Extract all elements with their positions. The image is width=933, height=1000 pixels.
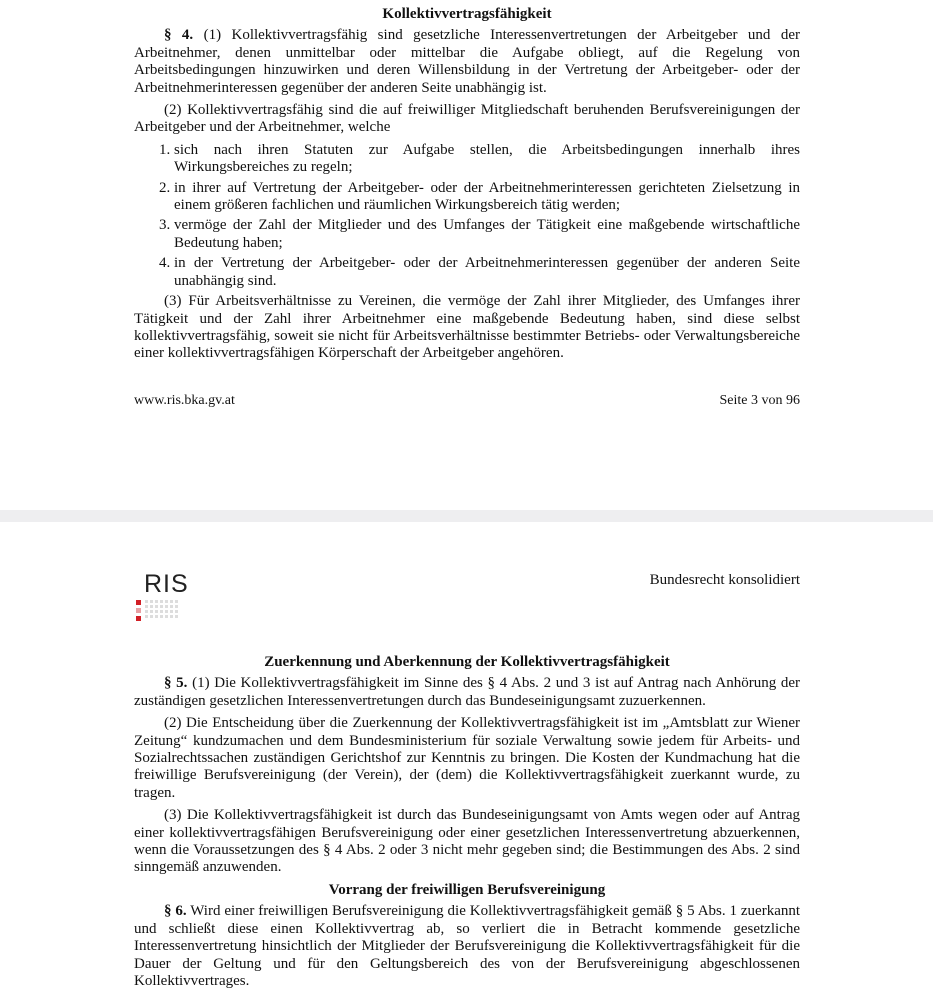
header-label: Bundesrecht konsolidiert	[649, 572, 800, 588]
page-4-body	[134, 654, 800, 995]
section-title-zuerkennung: Zuerkennung und Aberkennung der Kollektivvertragsfähigkeit	[264, 654, 670, 670]
page-separator	[0, 510, 933, 522]
section-mark: § 6.	[164, 903, 187, 920]
list-item: 2. in ihrer auf Vertretung der Arbeitgeber- oder der Arbeitnehmerinteressen gerichteten Zielsetzung in einem größeren fachlichen und räumlichen Wirkungsbereich tätig werden;	[159, 179, 800, 214]
page-number: Seite 3 von 96	[719, 393, 800, 408]
section-mark: § 4.	[164, 27, 194, 44]
paragraph-5-2: (2) Die Entscheidung über die Zuerkennung der Kollektivvertragsfähigkeit ist im „Amtsblatt zur Wiener Zeitung“ kundzumachen und dem Bundesministerium für soziale Verwaltung sowie jedem für Arbeits- und Sozialrechtssachen zuständigen Gerichtshof zur Kenntnis zu bringen. Die Kosten der Kundmachung hat die freiwillige Berufsvereinigung (der Verein), der (dem) die Kollektivvertragsfähigkeit zuerkannt wurde, zu tragen.	[134, 715, 800, 801]
page-3-body	[134, 6, 800, 368]
ris-logo	[134, 570, 214, 630]
paragraph-5-3: (3) Die Kollektivvertragsfähigkeit ist durch das Bundeseinigungsamt von Amts wegen oder auf Antrag einer kollektivvertragsfähigen Berufsvereinigung oder einer gesetzlichen Interessenvertretung abzuerkennen, wenn die Voraussetzungen des § 4 Abs. 2 oder 3 nicht mehr gegeben sind; die Bestimmungen des Abs. 2 sind sinngemäß anzuwenden.	[134, 807, 800, 876]
list-item: 3. vermöge der Zahl der Mitglieder und des Umfanges der Tätigkeit eine maßgebende wirtschaftliche Bedeutung haben;	[159, 217, 800, 251]
paragraph-4-1: § 4. (1) Kollektivvertragsfähig sind gesetzliche Interessenvertretungen der Arbeitgeber und der Arbeitnehmer, denen unmittelbar oder mittelbar die Aufgabe obliegt, auf die Regelung von Arbeitsbedingungen hinzuwirken und deren Willensbildung in der Vertretung der Arbeitgeber- oder der Arbeitnehmerinteressen gegenüber der anderen Seite unabhängig ist.	[134, 27, 800, 96]
document-page-4	[0, 522, 933, 1000]
list-item: 1. sich nach ihren Statuten zur Aufgabe stellen, die Arbeitsbedingungen innerhalb ihres Wirkungsbereiches zu regeln;	[159, 141, 800, 176]
paragraph-5-1: § 5. (1) Die Kollektivvertragsfähigkeit im Sinne des § 4 Abs. 2 und 3 ist auf Antrag nach Anhörung der zuständigen gesetzlichen Interessenvertretungen durch das Bundeseinigungsamt zuzuerkennen.	[134, 675, 801, 709]
footer-url[interactable]: www.ris.bka.gv.at	[134, 393, 235, 408]
logo-text: RIS	[144, 570, 189, 598]
section-mark: § 5.	[164, 675, 188, 692]
page-footer	[134, 393, 800, 409]
list-item: 4. in der Vertretung der Arbeitgeber- oder der Arbeitnehmerinteressen gegenüber der anderen Seite unabhängig sind.	[159, 255, 800, 289]
section-title-vorrang: Vorrang der freiwilligen Berufsvereinigung	[328, 881, 606, 898]
criteria-list	[134, 142, 800, 290]
paragraph-4-2: (2) Kollektivvertragsfähig sind die auf freiwilliger Mitgliedschaft beruhenden Berufsvereinigungen der Arbeitgeber und der Arbeitnehmer, welche	[134, 102, 800, 136]
logo-dots-icon	[134, 600, 194, 630]
paragraph-6: § 6. Wird einer freiwilligen Berufsvereinigung die Kollektivvertragsfähigkeit gemäß § 5 Abs. 1 zuerkannt und schließt diese einen Kollektivvertrag ab, so verliert die in Betracht kommende gesetzliche Interessenvertretung hinsichtlich der Mitglieder der Berufsvereinigung die Kollektivvertragsfähigkeit für die Dauer der Geltung und für den Geltungsbereich des von der Berufsvereinigung abgeschlossenen Kollektivvertrages.	[134, 903, 801, 989]
section-title-kollektivvertragsfaehigkeit: Kollektivvertragsfähigkeit	[382, 6, 552, 22]
paragraph-4-3: (3) Für Arbeitsverhältnisse zu Vereinen, die vermöge der Zahl ihrer Mitglieder, des Umfanges ihrer Tätigkeit und der Zahl ihrer Arbeitnehmer eine maßgebende Bedeutung haben, sind diese selbst kollektivvertragsfähig, soweit sie nicht für Arbeitsverhältnisse bestimmter Betriebs- oder Verwaltungsbereiche einer kollektivvertragsfähigen Körperschaft der Arbeitgeber angehören.	[134, 293, 800, 362]
